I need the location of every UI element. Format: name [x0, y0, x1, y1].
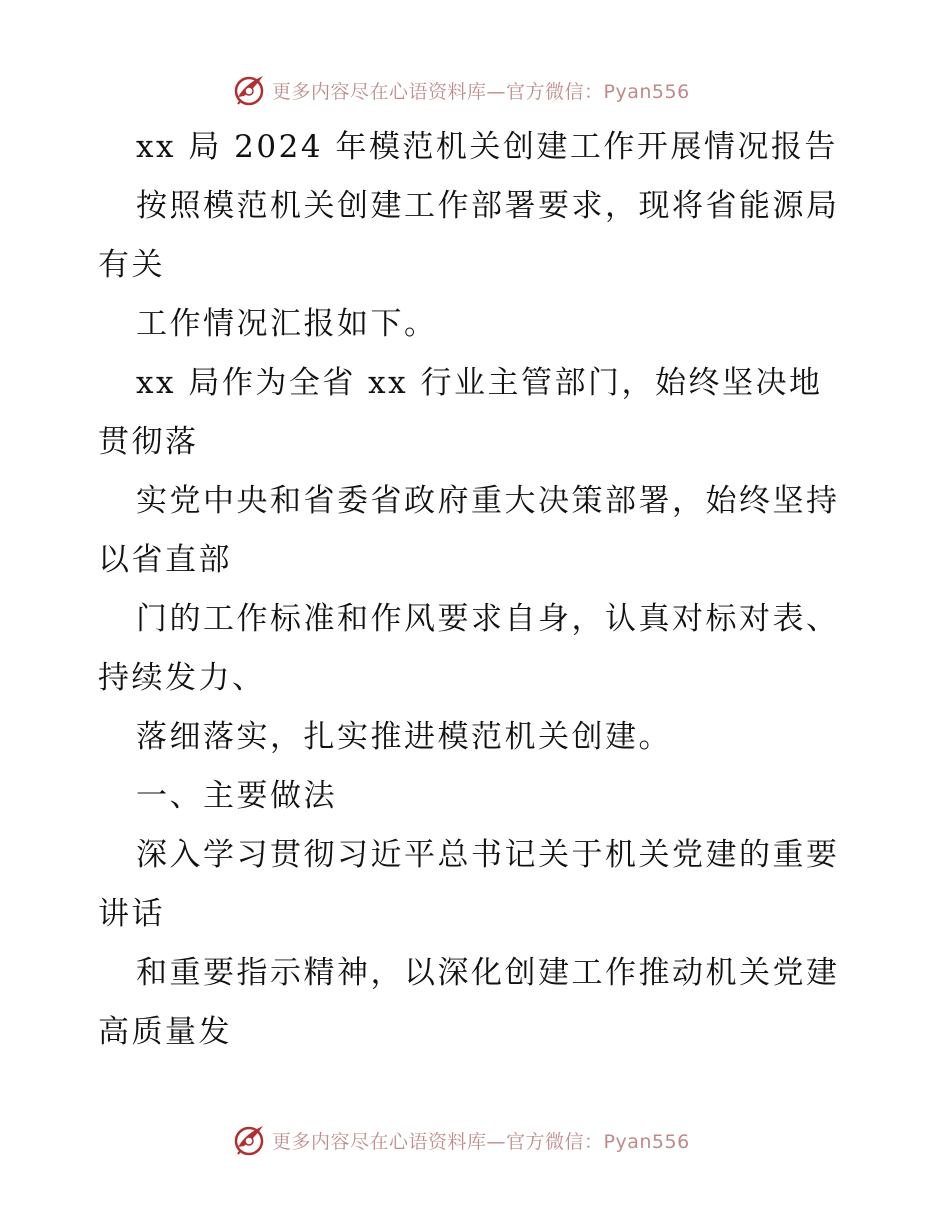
document-body	[98, 118, 878, 1062]
text-line: 贯彻落	[98, 424, 199, 460]
watermark-footer	[232, 1122, 690, 1158]
quill-logo-icon	[232, 1123, 266, 1157]
quill-logo-icon	[232, 73, 266, 107]
text-line: 实党中央和省委省政府重大决策部署，始终坚持	[136, 483, 840, 519]
watermark-header	[232, 72, 690, 108]
watermark-text: 更多内容尽在心语资料库—官方微信：Pyan556	[272, 1130, 690, 1153]
text-line: 按照模范机关创建工作部署要求，现将省能源局	[136, 188, 840, 224]
text-line: 一、主要做法	[136, 778, 337, 814]
text-line: 以省直部	[98, 542, 232, 578]
text-line: 有关	[98, 247, 165, 283]
text-line: 持续发力、	[98, 660, 266, 696]
text-line: 和重要指示精神，以深化创建工作推动机关党建	[136, 955, 840, 991]
text-line: 讲话	[98, 896, 165, 932]
watermark-text: 更多内容尽在心语资料库—官方微信：Pyan556	[272, 80, 690, 103]
text-line: 工作情况汇报如下。	[136, 306, 438, 342]
text-line: 深入学习贯彻习近平总书记关于机关党建的重要	[136, 837, 840, 873]
text-line: 落细落实，扎实推进模范机关创建。	[136, 719, 672, 755]
text-line: 门的工作标准和作风要求自身，认真对标对表、	[136, 601, 840, 637]
text-line: xx 局 2024 年模范机关创建工作开展情况报告	[136, 129, 838, 165]
text-line: xx 局作为全省 xx 行业主管部门，始终坚决地	[136, 365, 823, 401]
text-line: 高质量发	[98, 1014, 232, 1050]
